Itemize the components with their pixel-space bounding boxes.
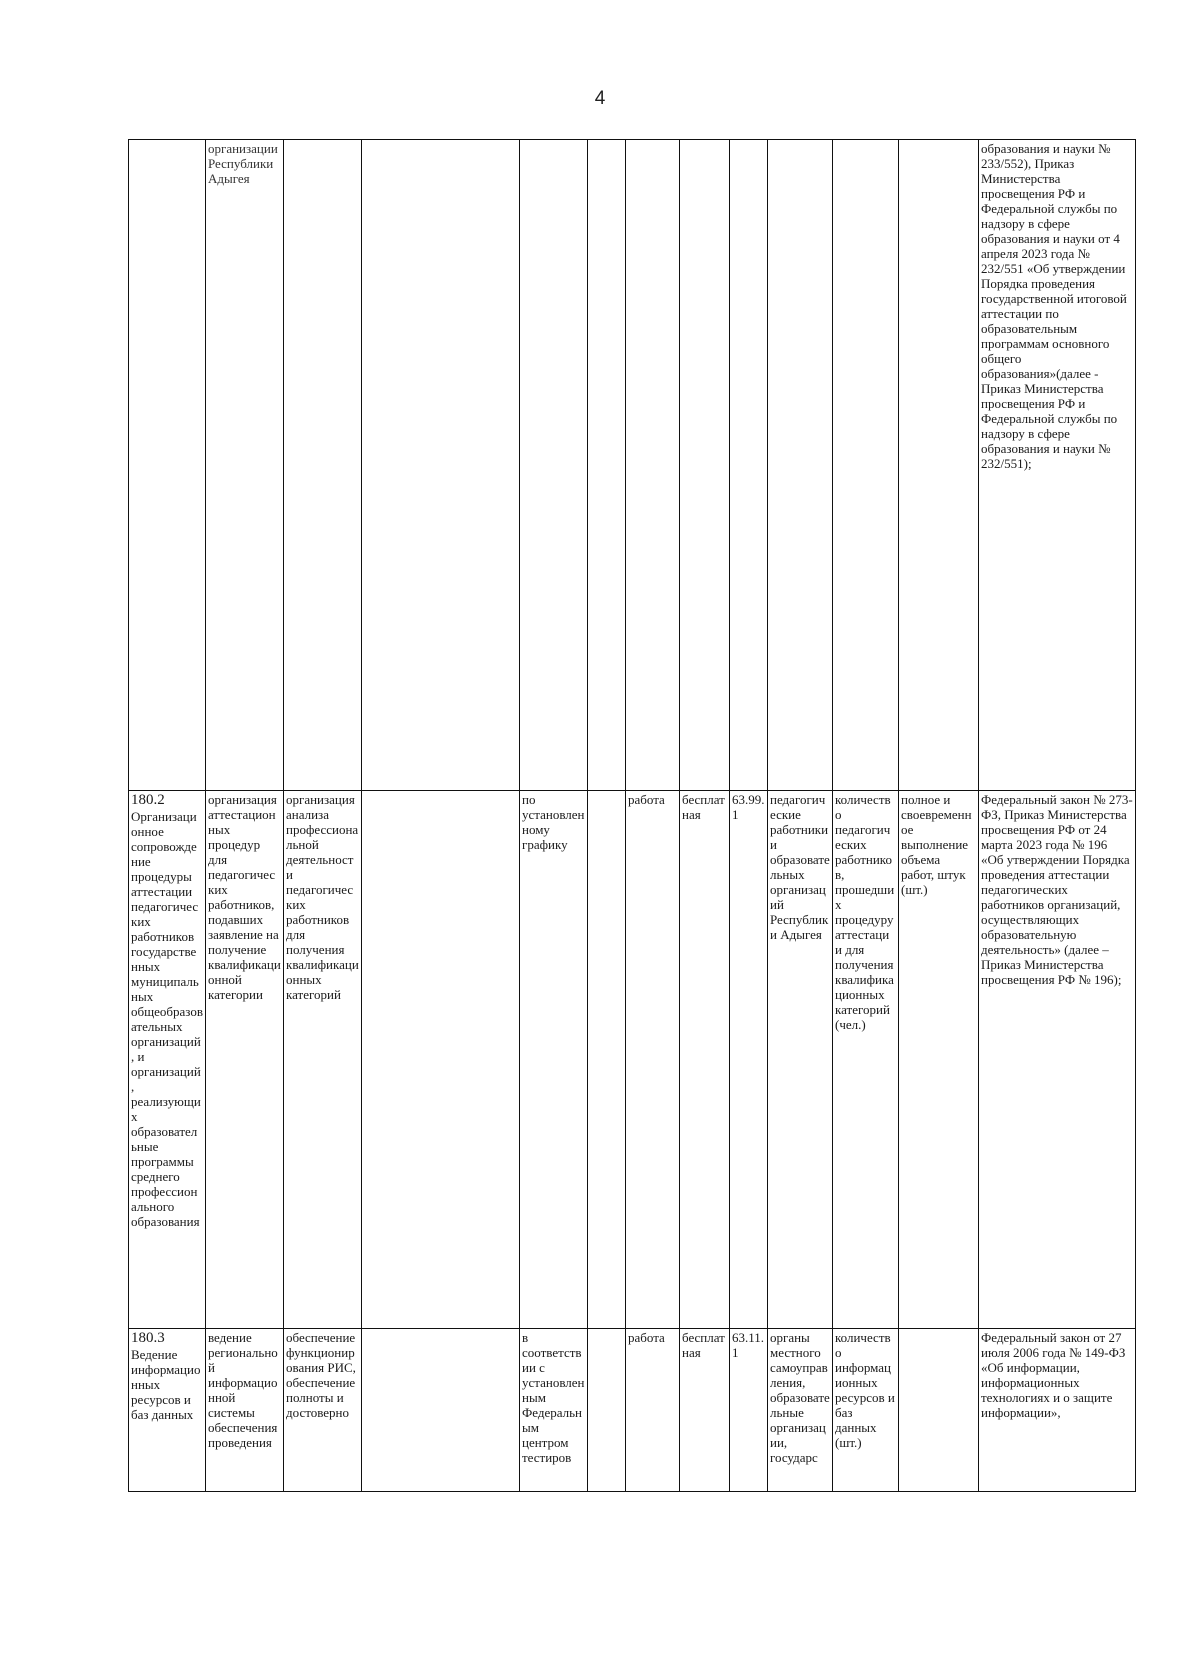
page-number: 4 — [594, 88, 606, 109]
cell-payment: бесплатная — [680, 1329, 730, 1492]
table-row — [129, 791, 1136, 1329]
row-number: 180.2 — [131, 792, 165, 808]
cell-legal-basis: Федеральный закон № 273-ФЗ, Приказ Министерства просвещения РФ от 24 марта 2023 года № 196 «Об утверждении Порядка проведения аттестации педагогических работников организаций, осуществляющих образовательную деятельность» (далее – Приказ Министерства просвещения РФ № 196); — [979, 791, 1136, 1329]
cell-quality-indicator — [899, 140, 979, 791]
cell-blank — [362, 140, 520, 791]
table-row — [129, 140, 1136, 791]
cell-blank — [362, 791, 520, 1329]
cell-volume-indicator: количество педагогических работников, прошедших процедуру аттестации для получения квалификационных категорий (чел.) — [833, 791, 899, 1329]
cell-type — [626, 140, 680, 791]
cell-name: 180.2 Организационное сопровождение процедуры аттестации педагогических работников государственных муниципальных общеобразовательных организаций, и организаций, реализующих образовательные программы среднего профессионального образования — [129, 791, 206, 1329]
cell-blank — [362, 1329, 520, 1492]
cell-payment: бесплатная — [680, 791, 730, 1329]
cell-conditions — [284, 140, 362, 791]
cell-consumers: педагогические работники и образовательных организаций Республики Адыгея — [768, 791, 833, 1329]
cell-volume-indicator — [833, 140, 899, 791]
cell-code — [730, 140, 768, 791]
cell-conditions: организация анализа профессиональной деятельности педагогических работников для получения квалификационных категорий — [284, 791, 362, 1329]
cell-schedule: в соответствии с установленным Федеральным центром тестиров — [520, 1329, 588, 1492]
cell-blank — [588, 791, 626, 1329]
cell-content: организация аттестационных процедур для педагогических работников, подавших заявление на получение квалификационной категории — [206, 791, 284, 1329]
cell-content: организации Республики Адыгея — [206, 140, 284, 791]
cell-blank — [588, 140, 626, 791]
cell-type: работа — [626, 791, 680, 1329]
services-table — [128, 139, 1136, 1492]
cell-legal-basis: образования и науки № 233/552), Приказ Министерства просвещения РФ и Федеральной службы по надзору в сфере образования и науки от 4 апреля 2023 года № 232/551 «Об утверждении Порядка проведения государственной итоговой аттестации по образовательным программам основного общего образования»(далее - Приказ Министерства просвещения РФ и Федеральной службы по надзору в сфере образования и науки № 232/551); — [979, 140, 1136, 791]
cell-schedule: по установленному графику — [520, 791, 588, 1329]
cell-consumers: органы местного самоуправления, образовательные организации, государс — [768, 1329, 833, 1492]
cell-code: 63.99.1 — [730, 791, 768, 1329]
cell-volume-indicator: количество информационных ресурсов и баз данных (шт.) — [833, 1329, 899, 1492]
cell-payment — [680, 140, 730, 791]
cell-conditions: обеспечение функционирования РИС, обеспечение полноты и достоверно — [284, 1329, 362, 1492]
cell-name — [129, 140, 206, 791]
cell-legal-basis: Федеральный закон от 27 июля 2006 года № 149-ФЗ «Об информации, информационных технологиях и о защите информации», — [979, 1329, 1136, 1492]
cell-code: 63.11.1 — [730, 1329, 768, 1492]
cell-content: ведение региональной информационной системы обеспечения проведения — [206, 1329, 284, 1492]
cell-blank — [588, 1329, 626, 1492]
cell-type: работа — [626, 1329, 680, 1492]
cell-schedule — [520, 140, 588, 791]
cell-name: 180.3 Ведение информационных ресурсов и баз данных — [129, 1329, 206, 1492]
cell-quality-indicator: полное и своевременное выполнение объема работ, штук (шт.) — [899, 791, 979, 1329]
row-number: 180.3 — [131, 1330, 165, 1346]
cell-quality-indicator — [899, 1329, 979, 1492]
cell-consumers — [768, 140, 833, 791]
table-row — [129, 1329, 1136, 1492]
